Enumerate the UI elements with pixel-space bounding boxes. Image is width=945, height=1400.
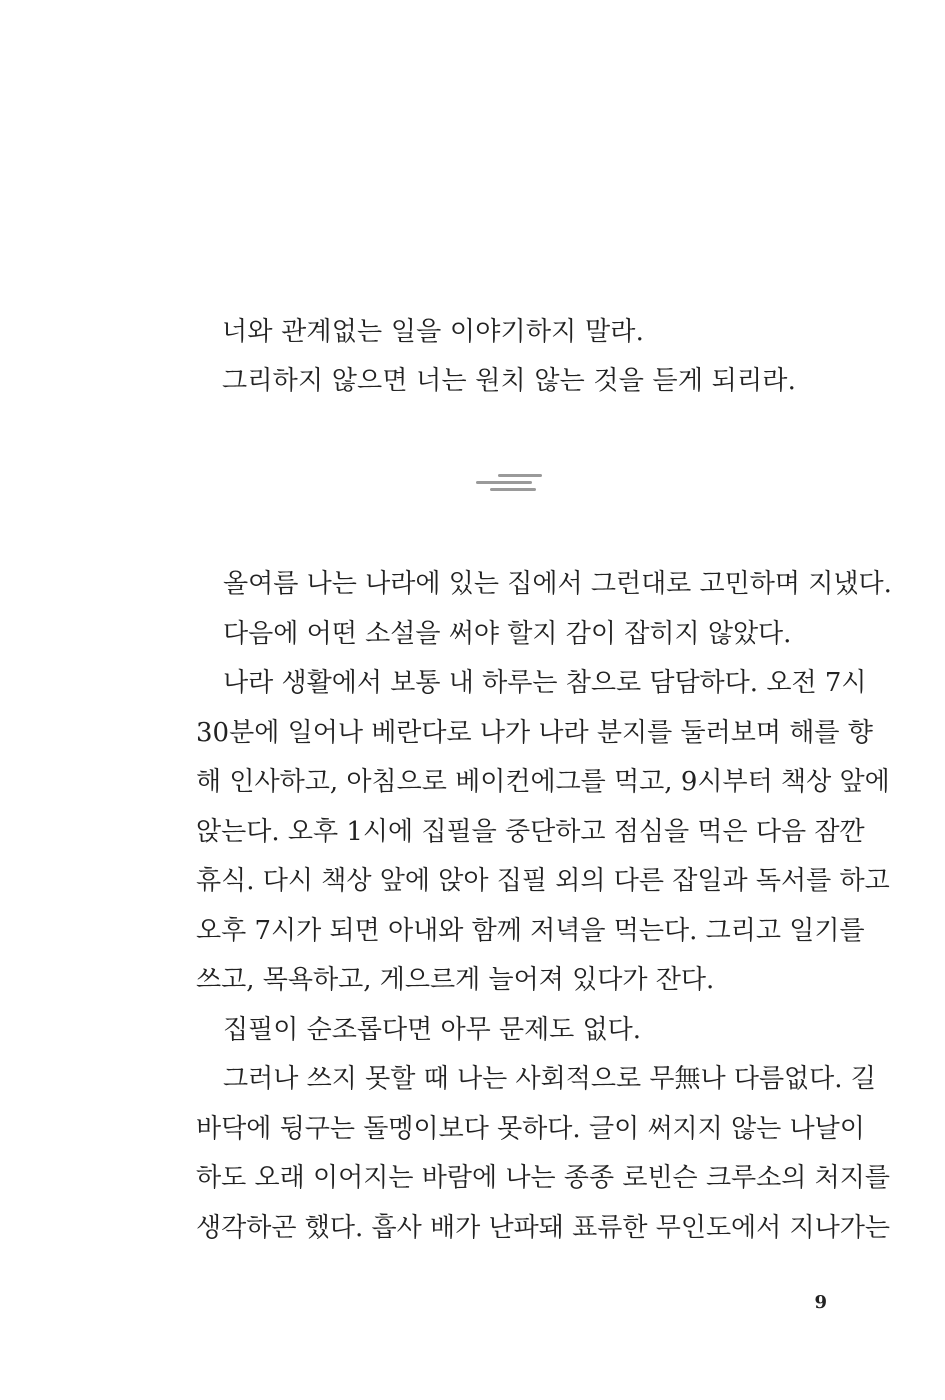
body-text — [196, 560, 892, 1253]
body-line: 집필이 순조롭다면 아무 문제도 없다. — [223, 1014, 642, 1045]
body-line: 하도 오래 이어지는 바람에 나는 종종 로빈슨 크루소의 처지를 — [196, 1163, 891, 1193]
page-number: 9 — [814, 1292, 827, 1313]
section-divider-ornament — [476, 472, 542, 494]
epigraph — [222, 308, 862, 406]
body-line: 바닥에 뒹구는 돌멩이보다 못하다. 글이 써지지 않는 나날이 — [196, 1113, 865, 1144]
body-line: 휴식. 다시 책상 앞에 앉아 집필 외의 다른 잡일과 독서를 하고 — [196, 866, 890, 896]
body-line: 나라 생활에서 보통 내 하루는 참으로 담담하다. 오전 7시 — [223, 668, 867, 698]
body-line: 해 인사하고, 아침으로 베이컨에그를 먹고, 9시부터 책상 앞에 — [196, 767, 890, 797]
epigraph-line: 그리하지 않으면 너는 원치 않는 것을 듣게 되리라. — [222, 366, 797, 396]
body-line: 쓰고, 목욕하고, 게으르게 늘어져 있다가 잔다. — [196, 965, 715, 995]
body-line: 30분에 일어나 베란다로 나가 나라 분지를 둘러보며 해를 향 — [196, 717, 873, 748]
body-line: 오후 7시가 되면 아내와 함께 저녁을 먹는다. 그리고 일기를 — [196, 915, 865, 946]
body-line: 그러나 쓰지 못할 때 나는 사회적으로 무無나 다름없다. 길 — [223, 1064, 876, 1094]
epigraph-line: 너와 관계없는 일을 이야기하지 말라. — [222, 317, 645, 347]
body-line: 다음에 어떤 소설을 써야 할지 감이 잡히지 않았다. — [223, 618, 792, 649]
body-line: 앉는다. 오후 1시에 집필을 중단하고 점심을 먹은 다음 잠깐 — [196, 816, 865, 847]
body-line: 올여름 나는 나라에 있는 집에서 그런대로 고민하며 지냈다. — [223, 569, 892, 599]
body-line: 생각하곤 했다. 흡사 배가 난파돼 표류한 무인도에서 지나가는 — [196, 1212, 891, 1243]
